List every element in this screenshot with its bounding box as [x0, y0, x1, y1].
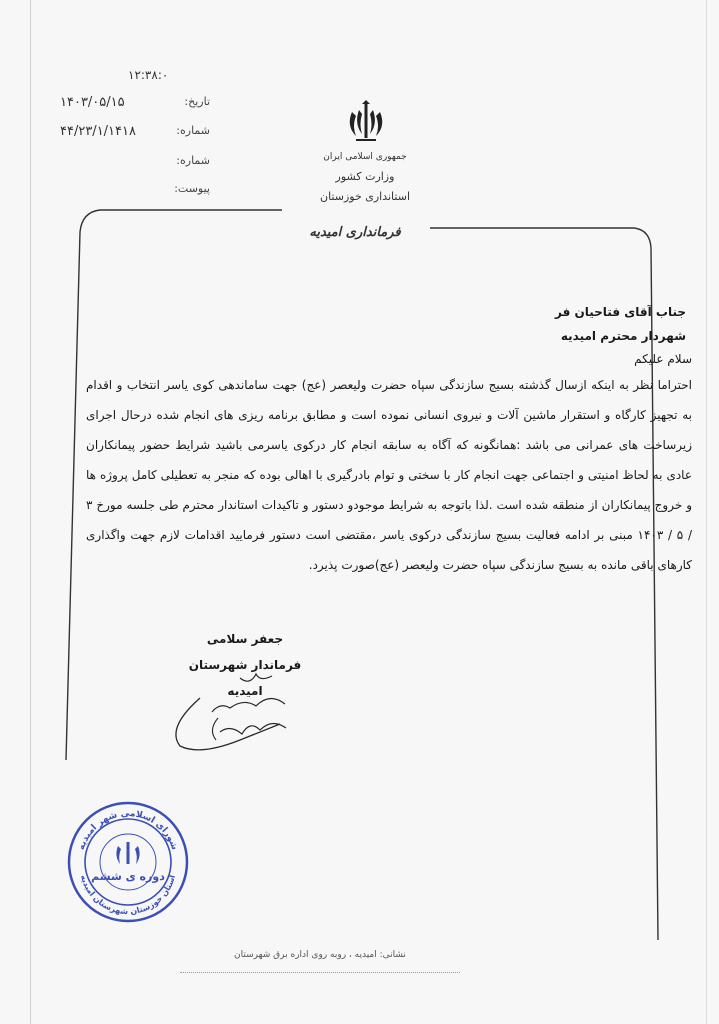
stamp-outer-text: شورای اسلامی شهر امیدیه	[76, 808, 180, 852]
recipient-name: جناب آقای فتاحیان فر	[555, 305, 686, 319]
iran-emblem-icon	[342, 98, 390, 146]
ref-row	[60, 154, 210, 170]
print-time: ۱۲:۳۸:۰	[128, 68, 169, 82]
number-row	[60, 124, 210, 140]
stamp-emblem-icon	[116, 842, 139, 864]
page-right-edge	[706, 0, 707, 1024]
attachment-row	[60, 182, 210, 198]
date-row	[60, 95, 210, 111]
header-country: جمهوری اسلامی ایران	[323, 152, 407, 162]
letter-paragraph: احتراما نظر به اینکه ازسال گذشته بسیج سازندگی سپاه حضرت ولیعصر (عج) جهت ساماندهی کوی یاسر انتخاب و اقدام به تجهیز کارگاه و استقرار ماشین آلات و نیروی انسانی نموده است و مطابق برنامه ریزی های انجام شده درحال اجرای زیرساخت های عمرانی می باشد :همانگونه که آگاه به سابقه انجام کار درکوی یاسرمی باشید شرایط حضور پیمانکاران عادی به لحاظ امنیتی و اجتماعی جهت انجام کار با سختی و توام بادرگیری با اهالی بوده که منجر به تعطیلی کامل پروژه ها و خروج پیمانکاران از منطقه شده است .لذا باتوجه به شرایط موجودو دستور و تاکیدات استاندار محترم طی جلسه مورخ ۳ / ۵ / ۱۴۰۳ مبنی بر ادامه فعالیت بسیج سازندگی درکوی یاسر ،مقتضی است دستور فرمایید اقدامات لازم جهت واگذاری کارهای باقی مانده به بسیج سازندگی سپاه حضرت ولیعصر (عج)صورت پذیرد.	[86, 378, 693, 572]
attachment-label: پیوست:	[174, 182, 210, 195]
header-province: استانداری خوزستان	[319, 190, 410, 203]
council-stamp	[66, 800, 190, 924]
header-governorate: فرمانداری امیدیه	[309, 225, 401, 240]
greeting: سلام علیکم	[634, 352, 692, 366]
header-ministry: وزارت کشور	[335, 170, 395, 183]
signatory-title: فرماندار شهرستان امیدیه	[188, 658, 302, 698]
signatory-name: جعفر سلامی	[206, 632, 284, 646]
handwritten-signature	[160, 668, 300, 758]
date-value: ۱۴۰۳/۰۵/۱۵	[60, 95, 125, 110]
stamp-bottom-text: استان خوزستان شهرستان امیدیه	[78, 873, 177, 917]
stamp-inner-text: دوره ی ششم	[91, 870, 165, 883]
number-value: ۴۴/۲۳/۱/۱۴۱۸	[60, 124, 136, 139]
ref-label: شماره:	[176, 154, 210, 167]
page-left-edge	[30, 0, 31, 1024]
recipient-title: شهردار محترم امیدیه	[560, 329, 686, 343]
footer-address: نشانی: امیدیه ، روبه روی اداره برق شهرستان	[234, 950, 406, 960]
number-label: شماره:	[176, 124, 210, 137]
date-label: تاریخ:	[184, 95, 210, 108]
letter-body	[86, 300, 694, 580]
footer-phone-line	[180, 972, 460, 979]
